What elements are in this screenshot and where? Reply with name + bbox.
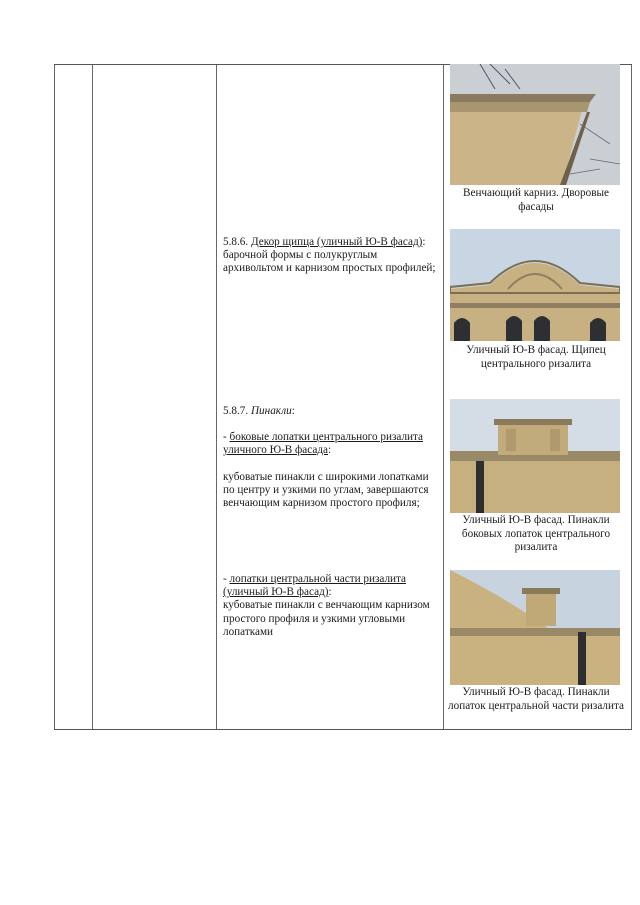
dash: -: [223, 573, 230, 585]
subsection-text: кубоватые пинакли с широкими лопатками по центру и узкими по углам, завершаются венчающим карнизом простого профиля;: [223, 470, 429, 510]
section-heading: [223, 405, 438, 418]
cornice-photo: [450, 64, 620, 185]
section-5-8-6: [223, 236, 438, 276]
section-title: Декор щипца (уличный Ю-В фасад): [250, 236, 423, 248]
gable-photo: [450, 229, 620, 341]
subsection-text: кубоватые пинакли с венчающим карнизом простого профиля и узкими угловыми лопатками: [223, 599, 430, 638]
pinnacles-photo-1: [450, 399, 620, 513]
column-line: [216, 65, 217, 729]
pinnacles-photo-2: [450, 570, 620, 685]
column-line: [443, 65, 444, 729]
subsection-title: боковые лопатки центрального ризалита уличного Ю-В фасада: [223, 431, 424, 457]
column-line: [92, 65, 93, 729]
colon: :: [422, 236, 426, 248]
photo-caption: Венчающий карниз. Дворовые фасады: [463, 187, 609, 213]
column-line: [631, 65, 632, 729]
section-5-8-7-b: [223, 573, 438, 639]
section-5-8-7: [223, 405, 438, 510]
section-title: Пинакли: [250, 405, 292, 417]
colon: :: [291, 405, 295, 417]
section-text: барочной формы с полукруглым архивольтом и карнизом простых профилей;: [223, 249, 436, 275]
photo-caption: Уличный Ю-В фасад. Пинакли лопаток центральной части ризалита: [448, 686, 624, 712]
subsection-heading: [223, 573, 438, 599]
section-heading: [223, 236, 438, 249]
colon: :: [328, 586, 332, 599]
subsection-heading: [223, 431, 438, 457]
photo-caption: Уличный Ю-В фасад. Щипец центрального ризалита: [466, 344, 606, 370]
column-line: [54, 65, 55, 729]
section-number: 5.8.6.: [223, 236, 251, 248]
photo-caption: Уличный Ю-В фасад. Пинакли боковых лопаток центрального ризалита: [461, 514, 611, 554]
dash: -: [223, 431, 230, 444]
subsection-title: лопатки центральной части ризалита (уличный Ю-В фасад): [223, 573, 407, 599]
section-number: 5.8.7.: [223, 405, 251, 417]
colon: :: [328, 444, 332, 457]
